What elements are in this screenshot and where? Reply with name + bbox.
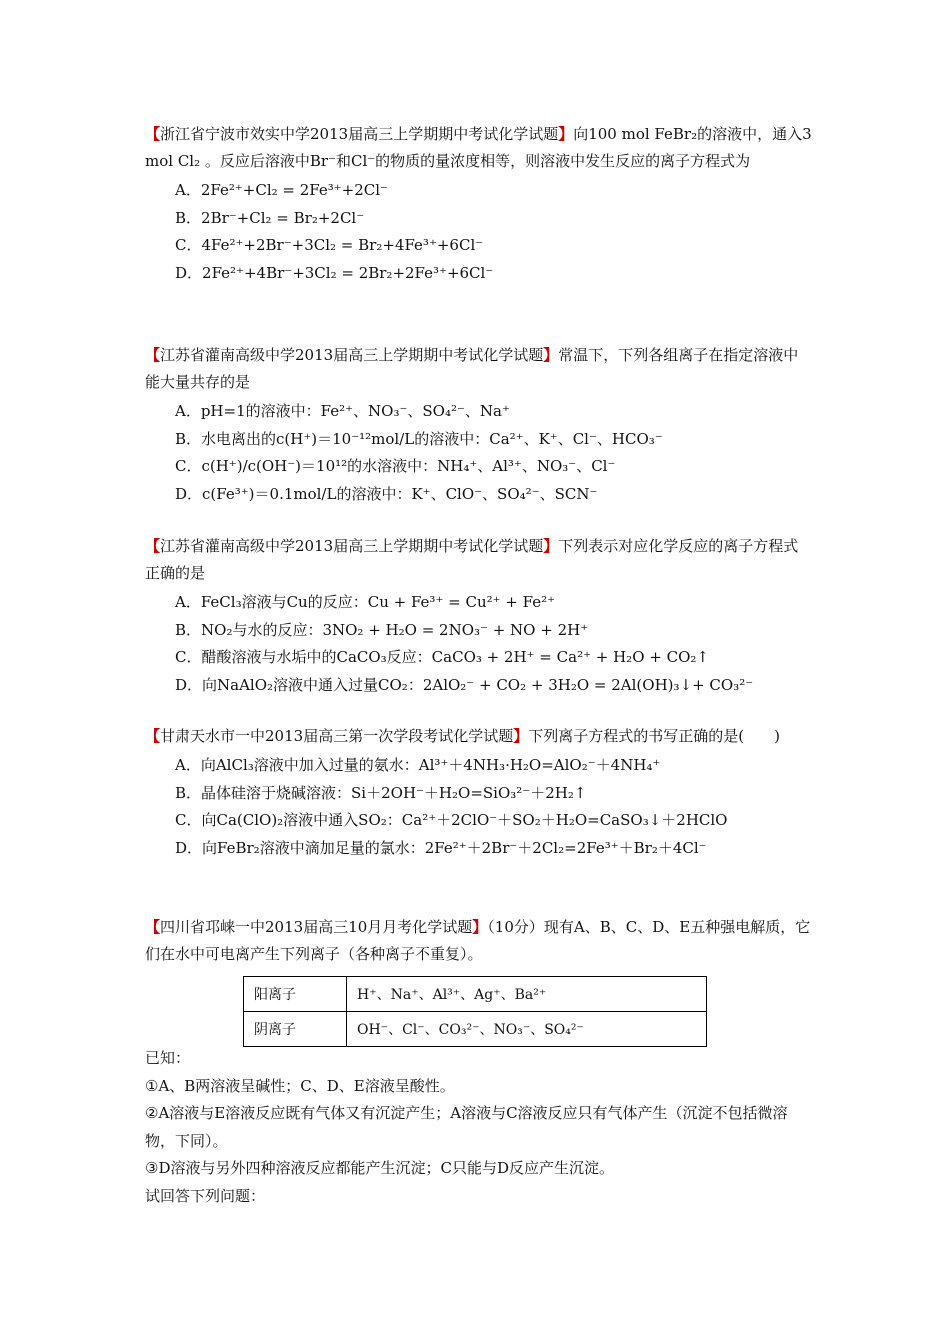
question-5-text: （10分）现有A、B、C、D、E五种强电解质，它们在水中可电离产生下列离子（各种离子不重复）。 — [145, 918, 811, 963]
source-bracket-close: 】 — [543, 537, 559, 555]
option-a: A．2Fe²⁺+Cl₂ = 2Fe³⁺+2Cl⁻ — [175, 181, 388, 199]
option-b: B．水电离出的c(H⁺)＝10⁻¹²mol/L的溶液中：Ca²⁺、K⁺、Cl⁻、HCO₃⁻ — [175, 429, 663, 448]
answer-prompt: 试回答下列问题： — [145, 1186, 266, 1205]
cation-list: H⁺、Na⁺、Al³⁺、Ag⁺、Ba²⁺ — [347, 977, 707, 1012]
question-1-source: 浙江省宁波市效实中学2013届高三上学期期中考试化学试题 — [160, 125, 559, 143]
condition-1: ①A、B两溶液呈碱性；C、D、E溶液呈酸性。 — [145, 1076, 455, 1095]
option-d: D．2Fe²⁺+4Br⁻+3Cl₂ = 2Br₂+2Fe³⁺+6Cl⁻ — [175, 263, 494, 282]
question-1-options — [145, 177, 813, 287]
option-c: C．4Fe²⁺+2Br⁻+3Cl₂ = Br₂+4Fe³⁺+6Cl⁻ — [175, 236, 484, 254]
question-3 — [145, 533, 813, 699]
question-4-source: 甘肃天水市一中2013届高三第一次学段考试化学试题 — [160, 727, 514, 745]
question-5 — [145, 914, 813, 968]
source-bracket-open: 【 — [145, 727, 161, 745]
option-d: D．向NaAlO₂溶液中通入过量CO₂：2AlO₂⁻ + CO₂ + 3H₂O = 2Al(OH)₃↓+ CO₃²⁻ — [175, 675, 754, 694]
question-1-stem — [145, 121, 813, 175]
source-bracket-close: 】 — [472, 918, 488, 936]
condition-3: ③D溶液与另外四种溶液反应都能产生沉淀；C只能与D反应产生沉淀。 — [145, 1159, 614, 1177]
question-2 — [145, 342, 813, 508]
question-2-options — [145, 398, 813, 508]
question-4-options — [145, 752, 813, 862]
question-5-stem — [145, 914, 813, 968]
option-d: D．c(Fe³⁺)＝0.1mol/L的溶液中：K⁺、ClO⁻、SO₄²⁻、SCN⁻ — [175, 484, 598, 503]
condition-2: ②A溶液与E溶液反应既有气体又有沉淀产生；A溶液与C溶液反应只有气体产生（沉淀不包括微溶物，下同）。 — [145, 1104, 788, 1150]
known-conditions — [145, 1045, 813, 1210]
option-c: C．向Ca(ClO)₂溶液中通入SO₂：Ca²⁺＋2ClO⁻＋SO₂＋H₂O=CaSO₃↓＋2HClO — [175, 811, 728, 829]
option-c: C．c(H⁺)/c(OH⁻)＝10¹²的水溶液中：NH₄⁺、Al³⁺、NO₃⁻、Cl⁻ — [175, 457, 616, 475]
source-bracket-close: 】 — [558, 125, 574, 143]
option-c: C．醋酸溶液与水垢中的CaCO₃反应：CaCO₃ + 2H⁺ = Ca²⁺ + H₂O + CO₂↑ — [175, 648, 709, 666]
source-bracket-open: 【 — [145, 918, 161, 936]
question-3-options — [145, 589, 813, 699]
question-1 — [145, 121, 813, 287]
anion-header: 阴离子 — [244, 1012, 347, 1047]
question-2-text: 常温下，下列各组离子在指定溶液中能大量共存的是 — [145, 346, 799, 391]
table-row — [244, 1012, 707, 1047]
question-3-text: 下列表示对应化学反应的离子方程式正确的是 — [145, 537, 799, 582]
source-bracket-close: 】 — [513, 727, 529, 745]
source-bracket-close: 】 — [543, 346, 559, 364]
option-d: D．向FeBr₂溶液中滴加足量的氯水：2Fe²⁺＋2Br⁻＋2Cl₂=2Fe³⁺＋Br₂＋4Cl⁻ — [175, 838, 707, 857]
question-2-source: 江苏省灌南高级中学2013届高三上学期期中考试化学试题 — [160, 346, 544, 364]
cation-header: 阳离子 — [244, 977, 347, 1012]
table-row — [244, 977, 707, 1012]
option-b: B．晶体硅溶于烧碱溶液：Si＋2OH⁻＋H₂O=SiO₃²⁻＋2H₂↑ — [175, 783, 587, 802]
question-3-stem — [145, 533, 813, 587]
option-a: A．向AlCl₃溶液中加入过量的氨水：Al³⁺＋4NH₃·H₂O=AlO₂⁻＋4NH₄⁺ — [175, 756, 661, 774]
question-4 — [145, 723, 813, 862]
source-bracket-open: 【 — [145, 346, 161, 364]
known-label: 已知： — [145, 1049, 191, 1067]
option-b: B．NO₂与水的反应：3NO₂ + H₂O = 2NO₃⁻ + NO + 2H⁺ — [175, 620, 589, 639]
question-5-source: 四川省邛崃一中2013届高三10月月考化学试题 — [160, 918, 473, 936]
ion-table — [243, 976, 707, 1047]
option-b: B．2Br⁻+Cl₂ = Br₂+2Cl⁻ — [175, 208, 365, 227]
option-a: A．FeCl₃溶液与Cu的反应：Cu + Fe³⁺ = Cu²⁺ + Fe²⁺ — [175, 593, 556, 611]
question-3-source: 江苏省灌南高级中学2013届高三上学期期中考试化学试题 — [160, 537, 544, 555]
anion-list: OH⁻、Cl⁻、CO₃²⁻、NO₃⁻、SO₄²⁻ — [347, 1012, 707, 1047]
source-bracket-open: 【 — [145, 537, 161, 555]
question-2-stem — [145, 342, 813, 396]
source-bracket-open: 【 — [145, 125, 161, 143]
option-a: A．pH=1的溶液中：Fe²⁺、NO₃⁻、SO₄²⁻、Na⁺ — [175, 402, 510, 420]
question-4-text: 下列离子方程式的书写正确的是( ) — [528, 727, 780, 745]
question-4-stem — [145, 723, 813, 750]
question-1-text: 向100 mol FeBr₂的溶液中，通入3 mol Cl₂ 。反应后溶液中Br⁻和Cl⁻的物质的量浓度相等，则溶液中发生反应的离子方程式为 — [145, 125, 812, 170]
